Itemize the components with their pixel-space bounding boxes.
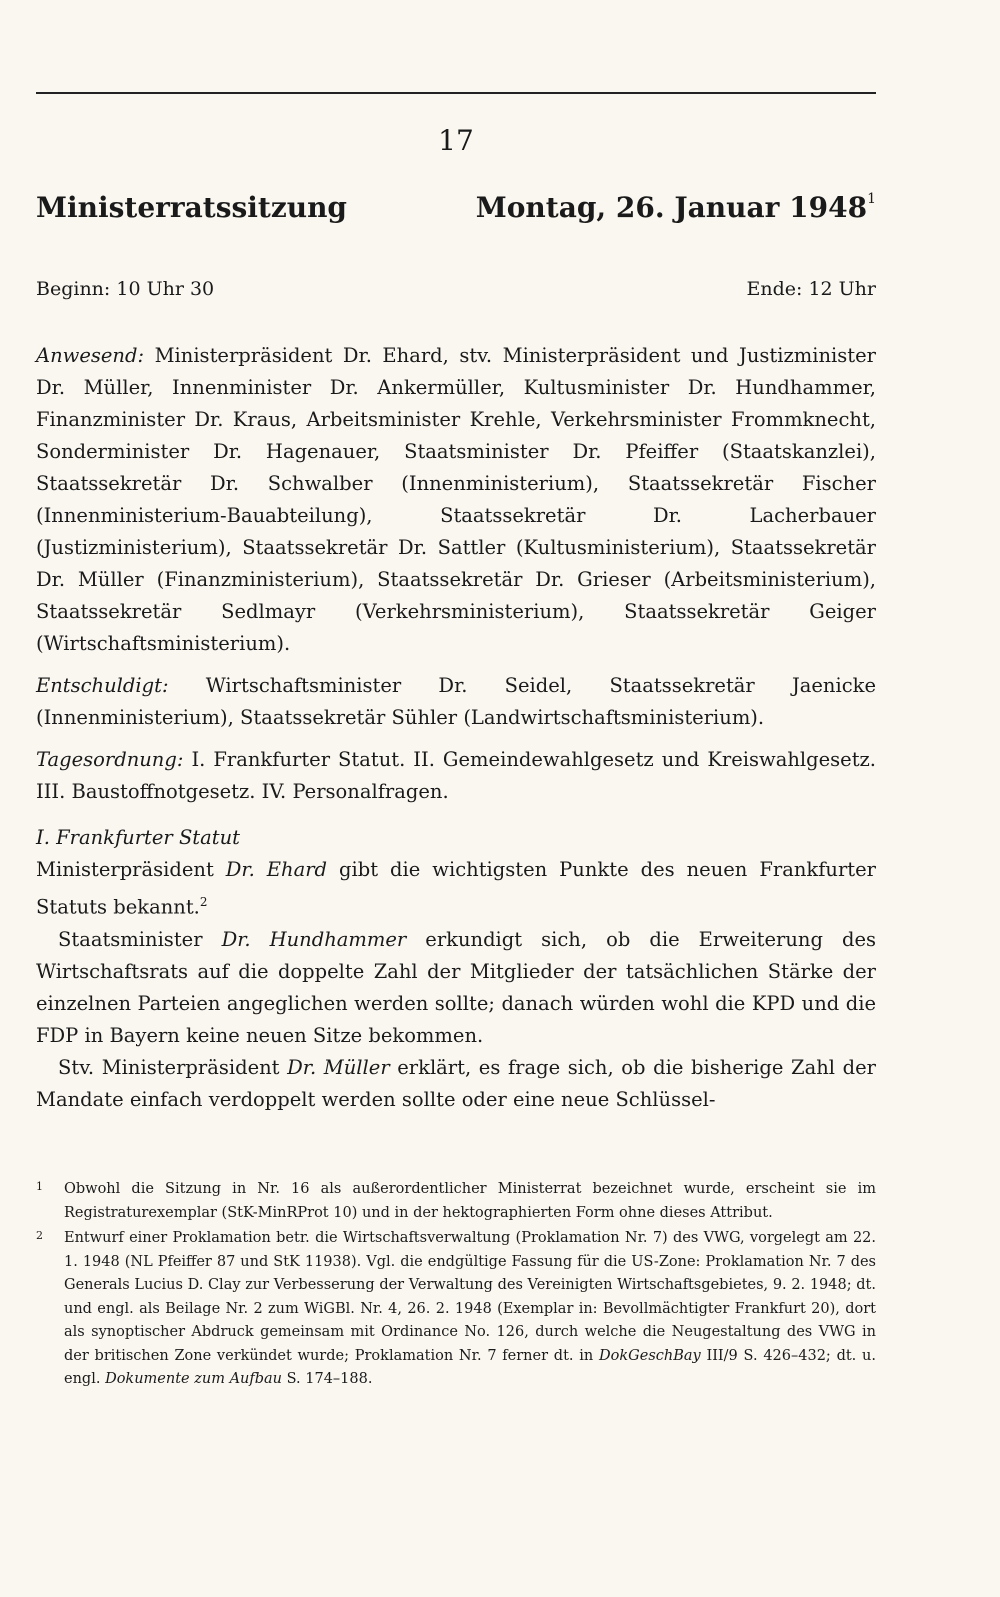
speaker-ehard: Dr. Ehard [225,858,328,881]
footnote-ref-2[interactable]: 2 [199,895,208,909]
fn2-text-c: S. 174–188. [282,1371,373,1387]
paragraph-3 [36,1052,876,1116]
agenda-label: Tagesordnung: [36,748,184,771]
speaker-hundhammer: Dr. Hundhammer [221,927,407,951]
footnote-ref-1[interactable]: 1 [867,191,876,207]
p3-pre: Stv. Ministerpräsident [58,1055,288,1079]
document-date: Montag, 26. Januar 1948 [475,191,868,224]
footnote-1 [36,1178,876,1225]
session-time [36,278,876,300]
document-number: 17 [438,124,474,157]
main-text [36,340,876,1116]
begin-time: Beginn: 10 Uhr 30 [36,278,215,300]
excused-text: Wirtschaftsminister Dr. Seidel, Staatssekretär Jaenicke (Innenministerium), Staatssekretär Sühler (Landwirtschaftsministerium). [36,674,876,729]
section-heading: I. Frankfurter Statut [36,826,240,849]
footnotes [36,1178,876,1392]
footnote-text: Obwohl die Sitzung in Nr. 16 als außerordentlicher Ministerrat bezeichnet wurde, erscheint sie im Registraturexemplar (StK-MinRProt 10) und in der hektographierten Form ohne dieses Attribut. [64,1181,876,1221]
document-title: Ministerratssitzung [36,191,348,224]
document-date-wrap [476,191,876,224]
p2-pre: Staatsminister [58,927,222,951]
end-time: Ende: 12 Uhr [746,278,876,300]
paragraph-2 [36,924,876,1052]
present-paragraph [36,340,876,660]
excused-paragraph [36,670,876,734]
fn2-text-b: III/9 S. 426–432; dt. u. engl. [64,1347,876,1387]
p2-post: erkundigt sich, ob die Erweiterung des Wirtschaftsrats auf die doppelte Zahl der Mitglieder der tatsächlichen Stärke der einzelnen Parteien angeglichen werden sollte; danach würden wohl die KPD und die FDP in Bayern keine neuen Sitze bekommen. [36,927,877,1047]
fn2-citation-b: Dokumente zum Aufbau [105,1371,283,1387]
top-rule [36,92,876,94]
speaker-mueller: Dr. Müller [287,1055,390,1079]
p1-post: gibt die wichtigsten Punkte des neuen Frankfurter Statuts bekannt. [36,858,877,919]
agenda-paragraph [36,744,876,808]
p1-pre: Ministerpräsident [36,858,226,881]
present-text: Ministerpräsident Dr. Ehard, stv. Ministerpräsident und Justizminister Dr. Müller, Innenminister Dr. Ankermüller, Kultusminister Dr. Hundhammer, Finanzminister Dr. Kraus, Arbeitsminister Krehle, Verkehrsminister Frommknecht, Sonderminister Dr. Hagenauer, Staatsminister Dr. Pfeiffer (Staatskanzlei), Staatssekretär Dr. Schwalber (Innenministerium), Staatssekretär Fischer (Innenministerium-Bauabteilung), Staatssekretär Dr. Lacherbauer (Justizministerium), Staatssekretär Dr. Sattler (Kultusministerium), Staatssekretär Dr. Müller (Finanzministerium), Staatssekretär Dr. Grieser (Arbeitsministerium), Staatssekretär Sedlmayr (Verkehrsministerium), Staatssekretär Geiger (Wirtschaftsministerium). [36,344,876,655]
document-heading [36,191,876,224]
p3-post: erklärt, es frage sich, ob die bisherige Zahl der Mandate einfach verdoppelt werden sollte oder eine neue Schlüssel- [36,1055,876,1111]
footnote-mark: 1 [36,1180,43,1193]
paragraph-1 [36,854,876,924]
footnote-2 [36,1227,876,1392]
footnote-mark: 2 [36,1229,43,1242]
footnote-text [64,1227,876,1392]
excused-label: Entschuldigt: [36,674,169,697]
present-label: Anwesend: [36,344,145,367]
fn2-citation-a: DokGeschBay [599,1347,701,1364]
fn2-text-a: Entwurf einer Proklamation betr. die Wirtschaftsverwaltung (Proklamation Nr. 7) des VWG, vorgelegt am 22. 1. 1948 (NL Pfeiffer 87 und StK 11938). Vgl. die endgültige Fassung für die US-Zone: Proklamation Nr. 7 des Generals Lucius D. Clay zur Verbesserung der Verwaltung des Vereinigten Wirtschaftsgebietes, 9. 2. 1948; dt. und engl. als Beilage Nr. 2 zum WiGBl. Nr. 4, 26. 2. 1948 (Exemplar in: Bevollmächtigter Frankfurt 20), dort als synoptischer Abdruck gemeinsam mit Ordinance No. 126, durch welche die Neugestaltung des VWG in der britischen Zone verkündet wurde; Proklamation Nr. 7 ferner dt. in [64,1230,876,1364]
agenda-text: I. Frankfurter Statut. II. Gemeindewahlgesetz und Kreiswahlgesetz. III. Baustoffnotgesetz. IV. Personalfragen. [36,748,876,803]
